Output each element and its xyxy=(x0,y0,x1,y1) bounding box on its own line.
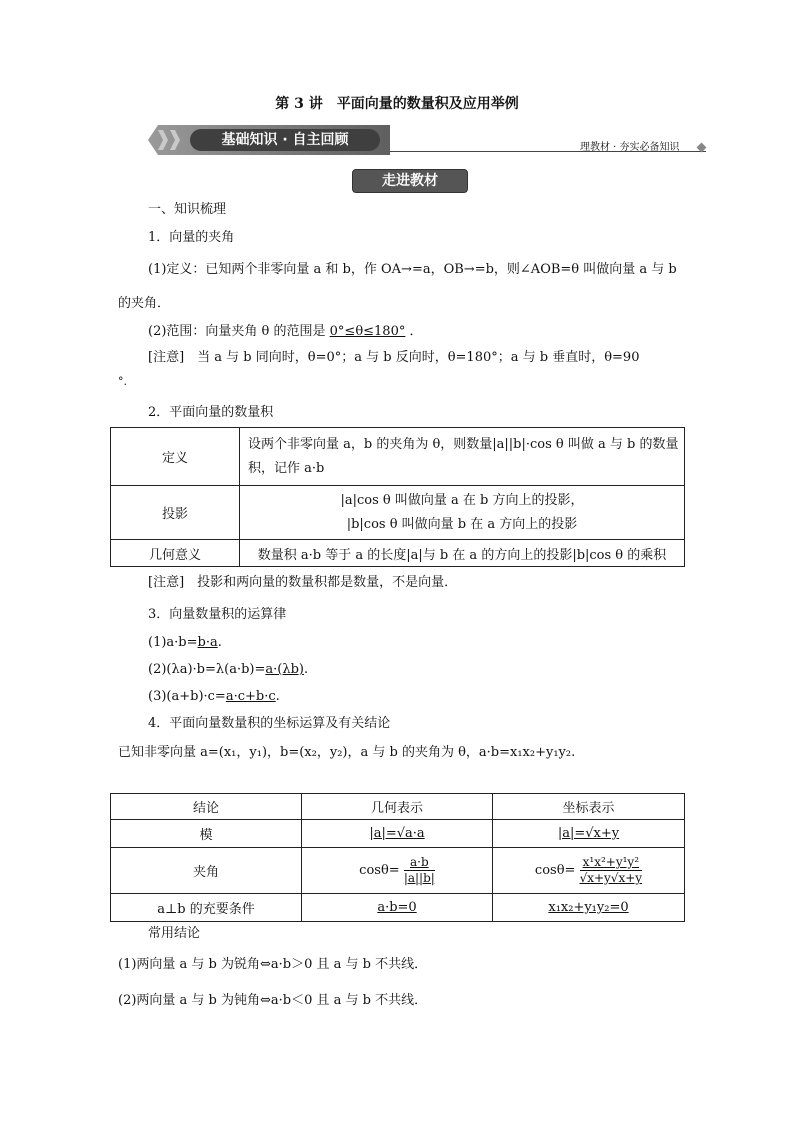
section-heading: 一、知识梳理 xyxy=(148,202,227,217)
formula: cosθ= xyxy=(534,863,576,878)
cell-line: |b|cos θ 叫做向量 b 在 a 方向上的投影 xyxy=(346,516,578,532)
heading-coordinates: 4．平面向量数量积的坐标运算及有关结论 xyxy=(148,716,391,731)
cell-line: |a|cos θ 叫做向量 a 在 b 方向上的投影， xyxy=(340,492,584,508)
range-end: ． xyxy=(409,324,423,339)
range-line xyxy=(148,323,423,341)
formula: |a|=√x+y xyxy=(557,826,620,841)
numerator: x¹x²+y¹y² xyxy=(580,855,643,871)
cell-line: 积，记作 a·b xyxy=(248,460,325,476)
common-heading: 常用结论 xyxy=(148,926,201,941)
range-label: (2)范围：向量夹角 θ 的范围是 xyxy=(148,324,326,339)
table-cell xyxy=(240,428,685,486)
formula: |a|=√a·a xyxy=(369,826,425,841)
table-row xyxy=(111,486,685,540)
table-cell: a⊥b 的充要条件 xyxy=(111,894,302,922)
page-title: 第 3 讲 平面向量的数量积及应用举例 xyxy=(275,96,519,112)
table-cell xyxy=(240,486,685,540)
note-line: [注意] 当 a 与 b 同向时，θ=0°；a 与 b 反向时，θ=180°；a 与 b 垂直时，θ=90 xyxy=(148,350,640,365)
fraction xyxy=(580,855,643,886)
law-text: (1)a·b= xyxy=(148,635,198,650)
law-end: . xyxy=(303,662,309,677)
heading-dot-product: 2．平面向量的数量积 xyxy=(148,405,274,420)
law-answer: a·(λb) xyxy=(265,662,304,677)
law-answer: a·c+b·c xyxy=(225,689,276,704)
formula: x₁x₂+y₁y₂=0 xyxy=(548,900,629,915)
banner-right-text: 理教材 · 夯实必备知识 xyxy=(580,142,680,153)
dot-product-table xyxy=(110,427,685,567)
table-cell: 投影 xyxy=(111,486,240,540)
fraction xyxy=(404,855,435,886)
conclusion-line: (1)两向量 a 与 b 为锐角⇔a·b＞0 且 a 与 b 不共线． xyxy=(118,957,428,972)
table-cell: 几何意义 xyxy=(111,540,240,567)
table-header: 结论 xyxy=(111,794,302,820)
table-cell xyxy=(493,820,685,848)
law-line xyxy=(148,634,222,652)
table-cell xyxy=(302,894,493,922)
definition-line-end: 的夹角． xyxy=(118,296,171,311)
heading-angle: 1．向量的夹角 xyxy=(148,230,235,245)
banner-label: 基础知识 · 自主回顾 xyxy=(190,129,380,151)
law-text: (3)(a+b)·c= xyxy=(148,689,226,704)
table-row xyxy=(111,428,685,486)
law-end: . xyxy=(217,635,222,650)
table-cell xyxy=(302,848,493,894)
conclusion-line: (2)两向量 a 与 b 为钝角⇔a·b＜0 且 a 与 b 不共线． xyxy=(118,993,428,1008)
cell-line: 设两个非零向量 a，b 的夹角为 θ，则数量|a||b|·cos θ 叫做 a 与 b 的数量 xyxy=(248,436,679,452)
section-tag: 走进教材 xyxy=(352,169,468,193)
table-cell: 定义 xyxy=(111,428,240,486)
table-row xyxy=(111,848,685,894)
denominator: √x+y√x+y xyxy=(579,871,643,885)
table-cell xyxy=(302,820,493,848)
heading-laws: 3．向量数量积的运算律 xyxy=(148,607,287,622)
formula: a·b=0 xyxy=(377,900,417,915)
table-cell xyxy=(493,848,685,894)
law-answer: b·a xyxy=(197,635,218,650)
coordinate-table xyxy=(110,793,685,922)
table-cell xyxy=(493,894,685,922)
range-answer: 0°≤θ≤180° xyxy=(329,324,406,339)
law-line xyxy=(148,688,280,706)
table-header: 几何表示 xyxy=(302,794,493,820)
table-header: 坐标表示 xyxy=(493,794,685,820)
table-cell: 夹角 xyxy=(111,848,302,894)
given-line: 已知非零向量 a=(x₁，y₁)，b=(x₂，y₂)，a 与 b 的夹角为 θ，a·b=x₁x₂+y₁y₂. xyxy=(118,745,576,760)
numerator: a·b xyxy=(404,855,435,871)
table-header-row xyxy=(111,794,685,820)
definition-line: (1)定义：已知两个非零向量 a 和 b，作 OA→=a，OB→=b，则∠AOB=θ 叫做向量 a 与 b xyxy=(148,262,677,277)
note-line: [注意] 投影和两向量的数量积都是数量，不是向量． xyxy=(148,575,458,590)
law-end: . xyxy=(275,689,280,704)
table-cell: 模 xyxy=(111,820,302,848)
table-cell: 数量积 a·b 等于 a 的长度|a|与 b 在 a 的方向上的投影|b|cos θ 的乘积 xyxy=(240,540,685,567)
note-line-end: °. xyxy=(118,375,127,388)
law-line xyxy=(148,661,308,679)
denominator: |a||b| xyxy=(403,871,435,885)
table-row xyxy=(111,820,685,848)
law-text: (2)(λa)·b=λ(a·b)= xyxy=(148,662,266,677)
table-row xyxy=(111,894,685,922)
table-row xyxy=(111,540,685,567)
formula: cosθ= xyxy=(359,863,400,878)
